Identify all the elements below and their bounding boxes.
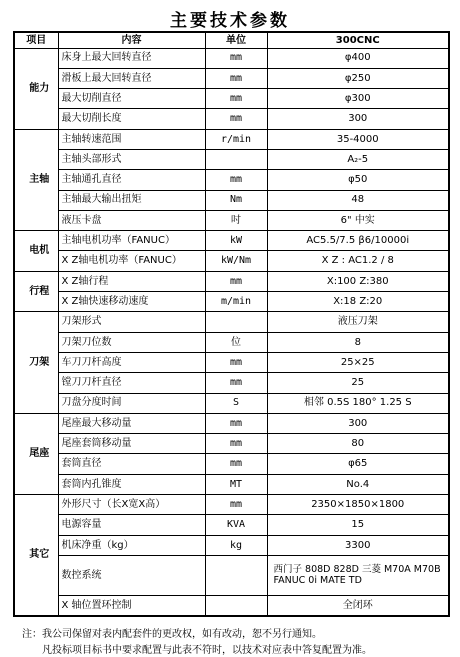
spec-unit xyxy=(205,312,267,332)
spec-unit: KVA xyxy=(205,515,267,535)
spec-value: X Z : AC1.2 / 8 xyxy=(267,251,449,271)
spec-item: 外形尺寸（长X宽X高） xyxy=(58,495,205,515)
spec-unit: r/min xyxy=(205,129,267,149)
spec-value: 25×25 xyxy=(267,352,449,372)
spec-unit: Nm xyxy=(205,190,267,210)
table-row xyxy=(14,129,449,149)
spec-value: 6" 中实 xyxy=(267,210,449,230)
spec-item: 主轴转速范围 xyxy=(58,129,205,149)
spec-unit: 吋 xyxy=(205,210,267,230)
spec-unit xyxy=(205,595,267,615)
spec-unit: m/min xyxy=(205,292,267,312)
header-content: 内容 xyxy=(58,32,205,48)
spec-value: φ300 xyxy=(267,89,449,109)
spec-item: 电源容量 xyxy=(58,515,205,535)
table-row xyxy=(14,373,449,393)
spec-item: 液压卡盘 xyxy=(58,210,205,230)
table-row xyxy=(14,231,449,251)
category-label: 能力 xyxy=(29,82,50,94)
table-row xyxy=(14,352,449,372)
table-header-row xyxy=(14,32,449,48)
spec-item: X Z轴行程 xyxy=(58,271,205,291)
spec-unit: MT xyxy=(205,474,267,494)
spec-item: 镗刀刀杆直径 xyxy=(58,373,205,393)
category-cell xyxy=(14,312,58,413)
category-label: 主轴 xyxy=(29,174,50,186)
spec-unit: mm xyxy=(205,170,267,190)
spec-value: 液压刀架 xyxy=(267,312,449,332)
category-label: 刀架 xyxy=(29,356,50,368)
spec-value: X:18 Z:20 xyxy=(267,292,449,312)
header-value: 300CNC xyxy=(267,32,449,48)
table-row xyxy=(14,413,449,433)
spec-unit: kW/Nm xyxy=(205,251,267,271)
spec-item: 滑板上最大回转直径 xyxy=(58,68,205,88)
category-cell xyxy=(14,271,58,312)
spec-unit: mm xyxy=(205,495,267,515)
spec-unit: mm xyxy=(205,109,267,129)
table-row xyxy=(14,48,449,68)
table-row xyxy=(14,312,449,332)
spec-item: 主轴通孔直径 xyxy=(58,170,205,190)
spec-value: 25 xyxy=(267,373,449,393)
spec-unit: mm xyxy=(205,373,267,393)
spec-value: 全闭环 xyxy=(267,595,449,615)
spec-item: 主轴头部形式 xyxy=(58,149,205,169)
spec-value: 相邻 0.5S 180° 1.25 S xyxy=(267,393,449,413)
spec-value: 300 xyxy=(267,109,449,129)
table-row xyxy=(14,434,449,454)
spec-item: X 轴位置环控制 xyxy=(58,595,205,615)
table-row xyxy=(14,555,449,595)
category-label: 其它 xyxy=(29,549,50,561)
spec-item: 刀架刀位数 xyxy=(58,332,205,352)
table-row xyxy=(14,495,449,515)
spec-unit: mm xyxy=(205,48,267,68)
table-row xyxy=(14,292,449,312)
footnote-1: 注：我公司保留对表内配套件的更改权，如有改动，恕不另行通知。 xyxy=(22,629,322,640)
table-row xyxy=(14,210,449,230)
table-row xyxy=(14,109,449,129)
spec-value: A₂-5 xyxy=(267,149,449,169)
spec-value: 80 xyxy=(267,434,449,454)
spec-unit: kg xyxy=(205,535,267,555)
spec-value: 35-4000 xyxy=(267,129,449,149)
spec-item: 床身上最大回转直径 xyxy=(58,48,205,68)
spec-item: 尾座最大移动量 xyxy=(58,413,205,433)
table-row xyxy=(14,170,449,190)
spec-item: X Z轴电机功率（FANUC） xyxy=(58,251,205,271)
table-row xyxy=(14,454,449,474)
category-cell xyxy=(14,129,58,230)
spec-item: 最大切削长度 xyxy=(58,109,205,129)
category-cell xyxy=(14,495,58,616)
category-cell xyxy=(14,413,58,494)
header-unit: 单位 xyxy=(205,32,267,48)
spec-item: 主轴电机功率（FANUC） xyxy=(58,231,205,251)
spec-value: AC5.5/7.5 β6/10000i xyxy=(267,231,449,251)
spec-unit: mm xyxy=(205,454,267,474)
table-row xyxy=(14,332,449,352)
spec-value: X:100 Z:380 xyxy=(267,271,449,291)
spec-value: No.4 xyxy=(267,474,449,494)
spec-value: φ250 xyxy=(267,68,449,88)
table-row xyxy=(14,251,449,271)
spec-value: φ400 xyxy=(267,48,449,68)
spec-unit: S xyxy=(205,393,267,413)
spec-item: 尾座套筒移动量 xyxy=(58,434,205,454)
table-row xyxy=(14,149,449,169)
spec-item: 套筒内孔锥度 xyxy=(58,474,205,494)
category-cell xyxy=(14,231,58,272)
table-row xyxy=(14,474,449,494)
table-row xyxy=(14,595,449,615)
spec-value: 西门子 808D 828D 三菱 M70A M70B FANUC 0i MATE TD xyxy=(267,555,449,595)
spec-unit: kW xyxy=(205,231,267,251)
spec-unit: mm xyxy=(205,352,267,372)
category-label: 电机 xyxy=(29,245,50,257)
spec-table xyxy=(13,31,450,617)
spec-item: 主轴最大输出扭矩 xyxy=(58,190,205,210)
spec-unit: mm xyxy=(205,434,267,454)
spec-item: 刀架形式 xyxy=(58,312,205,332)
spec-value: φ65 xyxy=(267,454,449,474)
table-row xyxy=(14,393,449,413)
spec-unit: mm xyxy=(205,271,267,291)
spec-unit: 位 xyxy=(205,332,267,352)
category-label: 尾座 xyxy=(29,448,50,460)
table-row xyxy=(14,190,449,210)
header-category: 项目 xyxy=(14,32,58,48)
spec-value: 2350×1850×1800 xyxy=(267,495,449,515)
spec-item: 数控系统 xyxy=(58,555,205,595)
spec-unit xyxy=(205,555,267,595)
category-label: 行程 xyxy=(29,285,50,297)
spec-item: 套筒直径 xyxy=(58,454,205,474)
spec-unit: mm xyxy=(205,89,267,109)
spec-item: X Z轴快速移动速度 xyxy=(58,292,205,312)
spec-value: 48 xyxy=(267,190,449,210)
spec-value: φ50 xyxy=(267,170,449,190)
spec-item: 最大切削直径 xyxy=(58,89,205,109)
spec-unit: mm xyxy=(205,413,267,433)
spec-item: 机床净重（kg） xyxy=(58,535,205,555)
spec-unit: mm xyxy=(205,68,267,88)
table-row xyxy=(14,271,449,291)
spec-item: 车刀刀杆高度 xyxy=(58,352,205,372)
table-row xyxy=(14,535,449,555)
spec-unit xyxy=(205,149,267,169)
spec-value: 3300 xyxy=(267,535,449,555)
table-row xyxy=(14,515,449,535)
table-row xyxy=(14,89,449,109)
spec-value: 300 xyxy=(267,413,449,433)
spec-item: 刀盘分度时间 xyxy=(58,393,205,413)
page-title: 主要技术参数 xyxy=(170,11,290,31)
spec-value: 8 xyxy=(267,332,449,352)
category-cell xyxy=(14,48,58,129)
spec-value: 15 xyxy=(267,515,449,535)
table-row xyxy=(14,68,449,88)
footnote-2: 凡投标项目标书中要求配置与此表不符时，以技术对应表中答复配置为准。 xyxy=(42,645,372,656)
